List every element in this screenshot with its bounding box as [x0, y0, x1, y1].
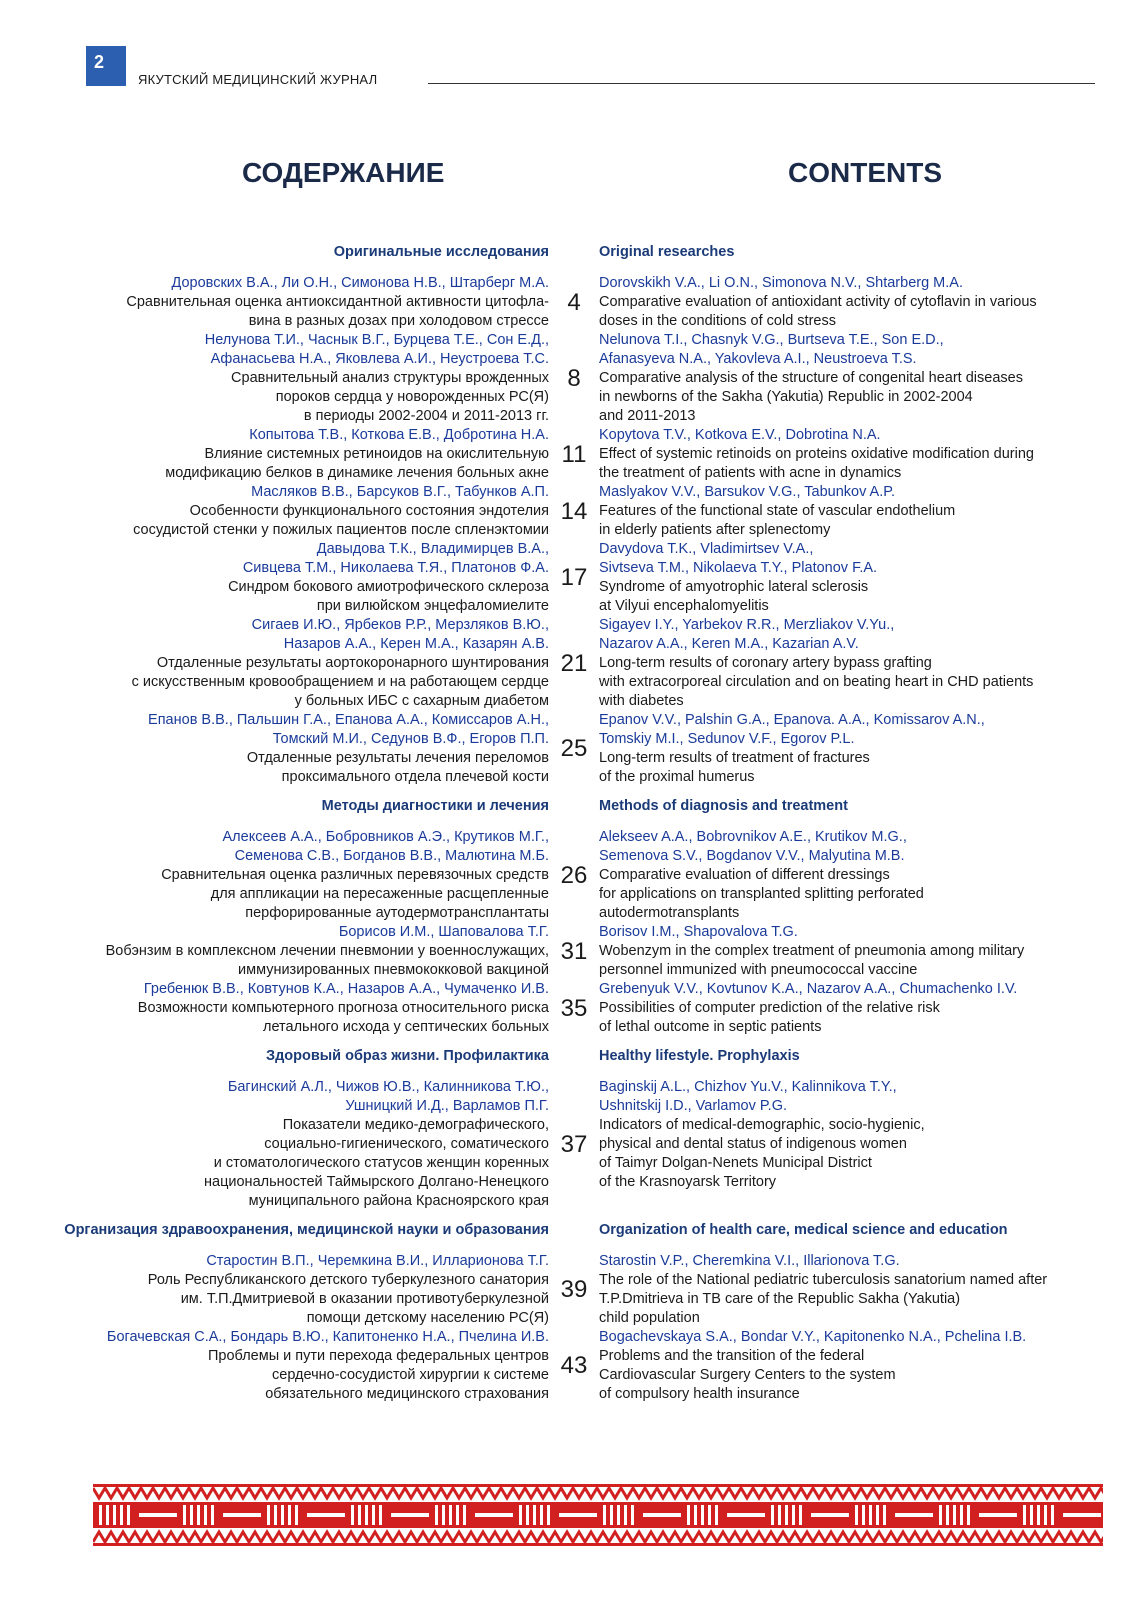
- article-title-ru: Синдром бокового амиотрофического склероза: [228, 579, 549, 595]
- entry-ru: [0, 426, 549, 483]
- section-title-row: [0, 1221, 1138, 1240]
- article-title-ru: национальностей Таймырского Долгано-Ненецкого: [204, 1174, 549, 1190]
- ornament-slit: [120, 1505, 123, 1525]
- ornament-slit: [792, 1505, 795, 1525]
- ornament-slit: [204, 1505, 207, 1525]
- entry-ru: [0, 711, 549, 787]
- article-title-en: Comparative evaluation of different dressings: [599, 867, 890, 883]
- ornament-slit: [1044, 1505, 1047, 1525]
- authors-en: Bogachevskaya S.A., Bondar V.Y., Kapitonenko N.A., Pchelina I.B.: [599, 1329, 1027, 1345]
- ornament-dash: [643, 1513, 681, 1517]
- entry-en: [599, 1328, 1099, 1404]
- ornament-slit: [365, 1505, 368, 1525]
- toc-entry[interactable]: [0, 980, 1138, 1037]
- authors-ru: Назаров А.А., Керен М.А., Казарян А.В.: [283, 636, 549, 652]
- header-rule: [428, 83, 1095, 84]
- authors-ru: Копытова Т.В., Коткова Е.В., Добротина Н.А.: [249, 427, 549, 443]
- authors-ru: Старостин В.П., Черемкина В.И., Илларионова Т.Г.: [206, 1253, 549, 1269]
- section-title-spacer: [549, 1047, 599, 1066]
- article-title-ru: в периоды 2002-2004 и 2011-2013 гг.: [303, 408, 549, 424]
- ornament-slit: [442, 1505, 445, 1525]
- ornament-dash: [307, 1513, 345, 1517]
- article-title-ru: помощи детскому населению РС(Я): [306, 1310, 549, 1326]
- article-title-ru: с искусственным кровообращением и на работающем сердце: [131, 674, 549, 690]
- ornament-slit: [540, 1505, 543, 1525]
- ornament-slit: [617, 1505, 620, 1525]
- article-title-ru: при вилюйском энцефаломиелите: [316, 598, 549, 614]
- article-title-ru: и стоматологического статусов женщин коренных: [213, 1155, 549, 1171]
- toc-section: [0, 797, 1138, 1037]
- ornament-dash: [979, 1513, 1017, 1517]
- ornament-slit: [960, 1505, 963, 1525]
- ornament-slit: [876, 1505, 879, 1525]
- article-title-en: personnel immunized with pneumococcal vaccine: [599, 962, 918, 978]
- ornament-slit: [799, 1505, 802, 1525]
- article-title-ru: Возможности компьютерного прогноза относительного риска: [137, 1000, 549, 1016]
- article-title-en: for applications on transplanted splitting perforated: [599, 886, 924, 902]
- article-title-ru: Отдаленные результаты лечения переломов: [246, 750, 549, 766]
- entry-page-number: 39: [560, 1276, 588, 1303]
- article-title-ru: Сравнительный анализ структуры врожденных: [231, 370, 549, 386]
- entry-page-number: 35: [560, 994, 588, 1022]
- toc-entry[interactable]: [0, 540, 1138, 616]
- authors-ru: Богачевская С.А., Бондарь В.Ю., Капитоненко Н.А., Пчелина И.В.: [106, 1329, 549, 1345]
- toc-entry[interactable]: [0, 1328, 1138, 1404]
- ornament-dash: [1063, 1513, 1101, 1517]
- ornament-slit: [603, 1505, 606, 1525]
- authors-en: Sigayev I.Y., Yarbekov R.R., Merzliakov V.Yu.,: [599, 617, 895, 633]
- entry-ru: [0, 828, 549, 923]
- article-title-ru: Отдаленные результаты аортокоронарного шунтирования: [156, 655, 549, 671]
- authors-ru: Давыдова Т.К., Владимирцев В.А.,: [316, 541, 549, 557]
- entry-en: [599, 331, 1099, 426]
- toc-entry[interactable]: [0, 426, 1138, 483]
- authors-en: Baginskij A.L., Chizhov Yu.V., Kalinnikova T.Y.,: [599, 1079, 897, 1095]
- article-title-en: of compulsory health insurance: [599, 1386, 800, 1402]
- article-title-en: Syndrome of amyotrophic lateral sclerosis: [599, 579, 869, 595]
- authors-ru: Ушницкий И.Д., Варламов П.Г.: [345, 1098, 549, 1114]
- page-number-badge: [86, 46, 126, 86]
- authors-ru: Епанов В.В., Пальшин Г.А., Епанова А.А., Комиссаров А.Н.,: [148, 712, 549, 728]
- ornament-zigzag: [93, 1488, 1103, 1498]
- section-title-ru: Методы диагностики и лечения: [321, 798, 549, 814]
- authors-en: Maslyakov V.V., Barsukov V.G., Tabunkov A.P.: [599, 484, 896, 500]
- ornament-slit: [1023, 1505, 1026, 1525]
- entry-page-number: 4: [567, 288, 581, 316]
- section-title-en: Methods of diagnosis and treatment: [599, 798, 848, 814]
- ornament-slit: [288, 1505, 291, 1525]
- toc-entry[interactable]: [0, 1078, 1138, 1211]
- authors-en: Alekseev A.A., Bobrovnikov A.E., Krutikov M.G.,: [599, 829, 907, 845]
- article-title-en: at Vilyui encephalomyelitis: [599, 598, 769, 614]
- entry-page-number: 14: [560, 497, 588, 525]
- entry-en: [599, 483, 1099, 540]
- section-title-en: Original researches: [599, 244, 735, 260]
- entry-ru: [0, 616, 549, 711]
- entry-ru: [0, 1328, 549, 1404]
- entry-ru: [0, 1078, 549, 1211]
- authors-en: Kopytova T.V., Kotkova E.V., Dobrotina N.A.: [599, 427, 881, 443]
- ornament-slit: [99, 1505, 102, 1525]
- ornament-slit: [113, 1505, 116, 1525]
- entry-ru: [0, 1252, 549, 1328]
- article-title-ru: обязательного медицинского страхования: [265, 1386, 549, 1402]
- ornament-dash: [727, 1513, 765, 1517]
- ornament-band: [93, 1484, 1103, 1487]
- authors-en: Grebenyuk V.V., Kovtunov K.A., Nazarov A.A., Chumachenko I.V.: [599, 981, 1018, 997]
- toc-entry[interactable]: [0, 483, 1138, 540]
- article-title-ru: Показатели медико-демографического,: [282, 1117, 549, 1133]
- article-title-ru: модификацию белков в динамике лечения больных акне: [165, 465, 549, 481]
- article-title-en: of the Krasnoyarsk Territory: [599, 1174, 777, 1190]
- article-title-ru: Проблемы и пути перехода федеральных центров: [208, 1348, 549, 1364]
- ornament-slit: [197, 1505, 200, 1525]
- authors-en: Semenova S.V., Bogdanov V.V., Malyutina M.B.: [599, 848, 905, 864]
- ornament-band: [93, 1543, 1103, 1546]
- entry-page-number: 26: [560, 861, 588, 889]
- article-title-en: Indicators of medical-demographic, socio-hygienic,: [599, 1117, 925, 1133]
- ornament-slit: [694, 1505, 697, 1525]
- toc-entry[interactable]: [0, 1252, 1138, 1328]
- table-of-contents: [0, 243, 1138, 1414]
- entry-en: [599, 711, 1099, 787]
- ornament-border: [93, 1484, 1103, 1546]
- article-title-ru: проксимального отдела плечевой кости: [281, 769, 549, 785]
- article-title-ru: летального исхода у септических больных: [263, 1019, 549, 1035]
- ornament-slit: [127, 1505, 130, 1525]
- article-title-en: Long-term results of coronary artery bypass grafting: [599, 655, 932, 671]
- authors-en: Sivtseva T.M., Nikolaeva T.Y., Platonov F.A.: [599, 560, 878, 576]
- article-title-en: Comparative evaluation of antioxidant activity of cytoflavin in various: [599, 294, 1037, 310]
- entry-page-number: 17: [560, 564, 588, 591]
- ornament-slit: [547, 1505, 550, 1525]
- article-title-en: Problems and the transition of the federal: [599, 1348, 865, 1364]
- ornament-slit: [869, 1505, 872, 1525]
- ornament-slit: [533, 1505, 536, 1525]
- ornament-slit: [855, 1505, 858, 1525]
- section-title-spacer: [549, 1221, 599, 1240]
- ornament-slit: [715, 1505, 718, 1525]
- entry-page-number: 21: [560, 649, 588, 677]
- authors-ru: Доровских В.А., Ли О.Н., Симонова Н.В., Штарберг М.А.: [171, 275, 549, 291]
- authors-ru: Нелунова Т.И., Часнык В.Г., Бурцева Т.Е., Сон Е.Д.,: [204, 332, 549, 348]
- ornament-slit: [519, 1505, 522, 1525]
- article-title-ru: муниципального района Красноярского края: [248, 1193, 549, 1209]
- entry-en: [599, 828, 1099, 923]
- toc-entry[interactable]: [0, 923, 1138, 980]
- article-title-ru: им. Т.П.Дмитриевой в оказании противотуберкулезной: [180, 1291, 549, 1307]
- ornament-dash: [811, 1513, 849, 1517]
- article-title-ru: Влияние системных ретиноидов на окислительную: [204, 446, 549, 462]
- article-title-ru: пороков сердца у новорожденных РС(Я): [275, 389, 549, 405]
- ornament-slit: [274, 1505, 277, 1525]
- ornament-slit: [351, 1505, 354, 1525]
- article-title-en: Wobenzym in the complex treatment of pneumonia among military: [599, 943, 1025, 959]
- authors-ru: Томский М.И., Седунов В.Ф., Егоров П.П.: [272, 731, 549, 747]
- ornament-slit: [1037, 1505, 1040, 1525]
- ornament-slit: [183, 1505, 186, 1525]
- authors-ru: Масляков В.В., Барсуков В.Г., Табунков А.П.: [251, 484, 549, 500]
- authors-ru: Алексеев А.А., Бобровников А.Э., Крутиков М.Г.,: [222, 829, 549, 845]
- article-title-ru: Особенности функционального состояния эндотелия: [189, 503, 549, 519]
- ornament-slit: [358, 1505, 361, 1525]
- article-title-en: Possibilities of computer prediction of the relative risk: [599, 1000, 940, 1016]
- authors-ru: Борисов И.М., Шаповалова Т.Г.: [338, 924, 549, 940]
- authors-ru: Сивцева Т.М., Николаева Т.Я., Платонов Ф.А.: [242, 560, 549, 576]
- authors-en: Davydova T.K., Vladimirtsev V.A.,: [599, 541, 814, 557]
- entry-en: [599, 1078, 1099, 1211]
- authors-ru: Семенова С.В., Богданов В.В., Малютина М.Б.: [234, 848, 549, 864]
- article-title-ru: социально-гигиенического, соматического: [264, 1136, 549, 1152]
- ornament-slit: [190, 1505, 193, 1525]
- section-title-row: [0, 243, 1138, 262]
- article-title-ru: Сравнительная оценка антиоксидантной активности цитофла-: [126, 294, 549, 310]
- authors-ru: Гребенюк В.В., Ковтунов К.А., Назаров А.А., Чумаченко И.В.: [143, 981, 549, 997]
- article-title-en: autodermotransplants: [599, 905, 740, 921]
- entry-en: [599, 1252, 1099, 1328]
- article-title-en: with extracorporeal circulation and on beating heart in CHD patients: [599, 674, 1034, 690]
- ornament-slit: [862, 1505, 865, 1525]
- article-title-ru: для аппликации на пересаженные расщепленные: [210, 886, 549, 902]
- toc-section: [0, 1047, 1138, 1211]
- article-title-en: Long-term results of treatment of fractures: [599, 750, 870, 766]
- toc-entry[interactable]: [0, 616, 1138, 711]
- contents-heading-ru: СОДЕРЖАНИЕ: [242, 157, 445, 188]
- entry-page-number: 43: [560, 1352, 588, 1379]
- article-title-en: child population: [599, 1310, 700, 1326]
- toc-entry[interactable]: [0, 828, 1138, 923]
- authors-ru: Афанасьева Н.А., Яковлева А.И., Неустроева Т.С.: [210, 351, 549, 367]
- ornament-slit: [281, 1505, 284, 1525]
- entry-en: [599, 980, 1099, 1037]
- ornament-slit: [631, 1505, 634, 1525]
- entry-ru: [0, 540, 549, 616]
- ornament-dash: [895, 1513, 933, 1517]
- toc-entry[interactable]: [0, 331, 1138, 426]
- authors-en: Starostin V.P., Cheremkina V.I., Illarionova T.G.: [599, 1253, 900, 1269]
- authors-en: Epanov V.V., Palshin G.A., Epanova. A.A., Komissarov A.N.,: [599, 712, 985, 728]
- section-title-en: Healthy lifestyle. Prophylaxis: [599, 1048, 800, 1064]
- entry-en: [599, 540, 1099, 616]
- authors-en: Ushnitskij I.D., Varlamov P.G.: [599, 1098, 788, 1114]
- section-title-ru: Здоровый образ жизни. Профилактика: [266, 1048, 549, 1064]
- ornament-slit: [267, 1505, 270, 1525]
- article-title-en: Features of the functional state of vascular endothelium: [599, 503, 956, 519]
- ornament-slit: [939, 1505, 942, 1525]
- entry-page-number: 25: [560, 735, 588, 762]
- toc-entry[interactable]: [0, 274, 1138, 331]
- ornament-slit: [372, 1505, 375, 1525]
- authors-ru: Сигаев И.Ю., Ярбеков Р.Р., Мерзляков В.Ю.,: [251, 617, 549, 633]
- article-title-en: Effect of systemic retinoids on proteins oxidative modification during: [599, 446, 1034, 462]
- section-title-spacer: [549, 797, 599, 816]
- entry-en: [599, 426, 1099, 483]
- ornament-slit: [211, 1505, 214, 1525]
- ornament-slit: [379, 1505, 382, 1525]
- article-title-ru: сердечно-сосудистой хирургии к системе: [272, 1367, 549, 1383]
- article-title-en: in elderly patients after splenectomy: [599, 522, 831, 538]
- article-title-en: Cardiovascular Surgery Centers to the system: [599, 1367, 896, 1383]
- article-title-en: of lethal outcome in septic patients: [599, 1019, 822, 1035]
- entry-en: [599, 923, 1099, 980]
- contents-heading-en: CONTENTS: [788, 157, 942, 188]
- article-title-en: physical and dental status of indigenous women: [599, 1136, 907, 1152]
- article-title-en: in newborns of the Sakha (Yakutia) Republic in 2002-2004: [599, 389, 973, 405]
- article-title-en: and 2011-2013: [599, 408, 696, 424]
- entry-ru: [0, 274, 549, 331]
- section-title-spacer: [549, 243, 599, 262]
- ornament-slit: [785, 1505, 788, 1525]
- page-number: 2: [94, 52, 105, 72]
- ornament-slit: [449, 1505, 452, 1525]
- toc-entry[interactable]: [0, 711, 1138, 787]
- ornament-slit: [771, 1505, 774, 1525]
- ornament-slit: [526, 1505, 529, 1525]
- article-title-en: of Taimyr Dolgan-Nenets Municipal District: [599, 1155, 872, 1171]
- entry-en: [599, 274, 1099, 331]
- entry-ru: [0, 980, 549, 1037]
- authors-ru: Багинский А.Л., Чижов Ю.В., Калинникова Т.Ю.,: [227, 1079, 549, 1095]
- ornament-dash: [139, 1513, 177, 1517]
- ornament-slit: [435, 1505, 438, 1525]
- article-title-ru: у больных ИБС с сахарным диабетом: [294, 693, 549, 709]
- toc-section: [0, 1221, 1138, 1404]
- article-title-ru: перфорированные аутодермотрансплантаты: [245, 905, 549, 921]
- entry-ru: [0, 923, 549, 980]
- article-title-en: Comparative analysis of the structure of congenital heart diseases: [599, 370, 1023, 386]
- ornament-slit: [953, 1505, 956, 1525]
- ornament-slit: [701, 1505, 704, 1525]
- ornament-dash: [559, 1513, 597, 1517]
- article-title-en: of the proximal humerus: [599, 769, 755, 785]
- journal-title: ЯКУТСКИЙ МЕДИЦИНСКИЙ ЖУРНАЛ: [138, 72, 378, 87]
- ornament-slit: [624, 1505, 627, 1525]
- ornament-slit: [708, 1505, 711, 1525]
- ornament-dash: [391, 1513, 429, 1517]
- entry-page-number: 8: [567, 364, 581, 392]
- section-title-en: Organization of health care, medical science and education: [599, 1222, 1008, 1238]
- ornament-slit: [946, 1505, 949, 1525]
- ornament-slit: [295, 1505, 298, 1525]
- entry-en: [599, 616, 1099, 711]
- ornament-slit: [456, 1505, 459, 1525]
- ornament-slit: [106, 1505, 109, 1525]
- section-title-ru: Организация здравоохранения, медицинской науки и образования: [64, 1222, 549, 1238]
- article-title-en: The role of the National pediatric tuberculosis sanatorium named after: [599, 1272, 1048, 1288]
- ornament-dash: [223, 1513, 261, 1517]
- ornament-slit: [967, 1505, 970, 1525]
- article-title-en: the treatment of patients with acne in dynamics: [599, 465, 902, 481]
- authors-en: Nazarov A.A., Keren M.A., Kazarian A.V.: [599, 636, 859, 652]
- article-title-ru: Сравнительная оценка различных перевязочных средств: [161, 867, 549, 883]
- toc-section: [0, 243, 1138, 787]
- section-title-row: [0, 797, 1138, 816]
- ornament-slit: [687, 1505, 690, 1525]
- entry-ru: [0, 331, 549, 426]
- article-title-en: doses in the conditions of cold stress: [599, 313, 836, 329]
- entry-page-number: 37: [560, 1130, 588, 1158]
- article-title-ru: иммунизированных пневмококковой вакциной: [238, 962, 549, 978]
- entry-page-number: 31: [560, 937, 588, 965]
- ornament-zigzag: [93, 1532, 1103, 1542]
- authors-en: Dorovskikh V.A., Li O.N., Simonova N.V., Shtarberg M.A.: [599, 275, 963, 291]
- article-title-ru: Вобэнзим в комплексном лечении пневмонии у военнослужащих,: [105, 943, 549, 959]
- section-title-row: [0, 1047, 1138, 1066]
- ornament-slit: [610, 1505, 613, 1525]
- entry-page-number: 11: [561, 440, 587, 468]
- article-title-ru: сосудистой стенки у пожилых пациентов после спленэктомии: [133, 522, 549, 538]
- ornament-slit: [1051, 1505, 1054, 1525]
- article-title-ru: вина в разных дозах при холодовом стрессе: [248, 313, 549, 329]
- ornament-slit: [883, 1505, 886, 1525]
- authors-en: Afanasyeva N.A., Yakovleva A.I., Neustroeva T.S.: [599, 351, 917, 367]
- article-title-en: T.P.Dmitrieva in TB care of the Republic Sakha (Yakutia): [599, 1291, 961, 1307]
- article-title-ru: Роль Республиканского детского туберкулезного санатория: [147, 1272, 549, 1288]
- entry-ru: [0, 483, 549, 540]
- ornament-slit: [778, 1505, 781, 1525]
- article-title-en: with diabetes: [599, 693, 684, 709]
- ornament-dash: [475, 1513, 513, 1517]
- ornament-slit: [1030, 1505, 1033, 1525]
- section-title-ru: Оригинальные исследования: [333, 244, 549, 260]
- authors-en: Nelunova T.I., Chasnyk V.G., Burtseva T.E., Son E.D.,: [599, 332, 944, 348]
- ornament-slit: [463, 1505, 466, 1525]
- authors-en: Borisov I.M., Shapovalova T.G.: [599, 924, 798, 940]
- authors-en: Tomskiy M.I., Sedunov V.F., Egorov P.L.: [599, 731, 855, 747]
